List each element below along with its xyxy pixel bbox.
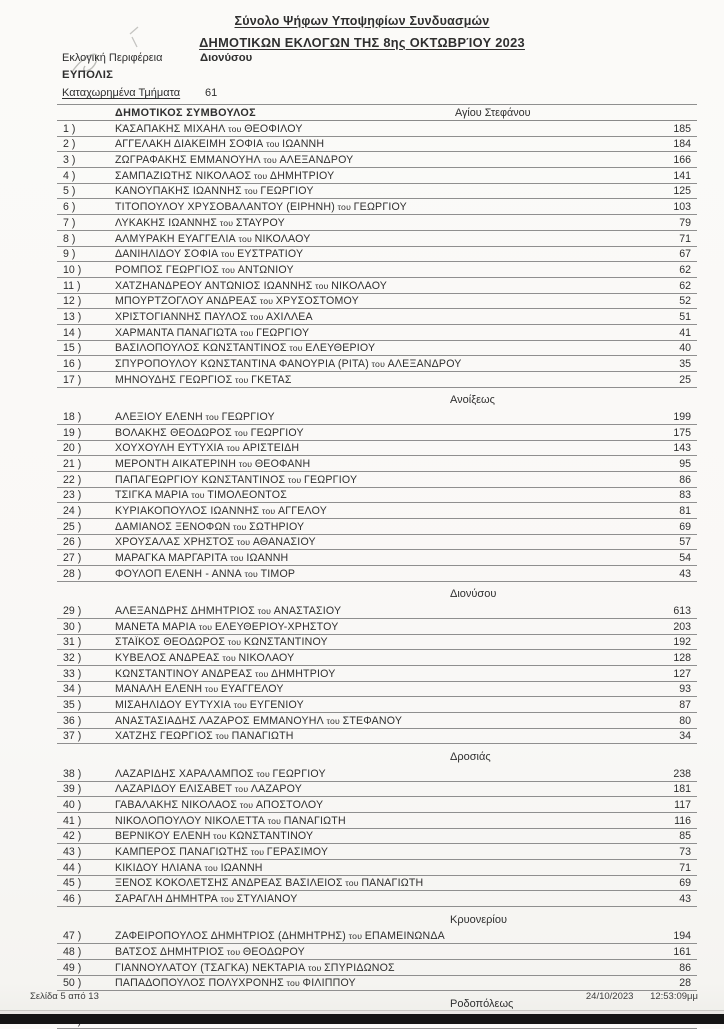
candidate-name: ΖΑΦΕΙΡΟΠΟΥΛΟΣ ΔΗΜΗΤΡΙΟΣ (ΔΗΜΗΤΡΗΣ) του ΕΠΑΜΕΙΝΩΝΔΑ <box>115 930 445 943</box>
table-row <box>57 168 697 184</box>
vote-count: 41 <box>679 326 691 339</box>
candidate-name: ΑΛΜΥΡΑΚΗ ΕΥΑΓΓΕΛΙΑ του ΝΙΚΟΛΑΟΥ <box>115 232 311 245</box>
row-number: 37 ) <box>63 730 82 743</box>
vote-count: 194 <box>673 930 691 943</box>
vote-count: 81 <box>679 505 691 517</box>
candidate-name: ΡΟΜΠΟΣ ΓΕΩΡΓΙΟΣ του ΑΝΤΩΝΙΟΥ <box>115 263 294 276</box>
candidate-name: ΓΙΑΝΝΟΥΛΑΤΟΥ (ΤΣΑΓΚΑ) ΝΕΚΤΑΡΙΑ του ΣΠΥΡΙΔΩΝΟΣ <box>115 961 395 974</box>
table-row <box>57 797 697 813</box>
print-timestamp <box>586 991 698 1002</box>
table-row <box>57 603 697 619</box>
vote-count: 86 <box>679 473 691 486</box>
row-number: 49 ) <box>63 961 82 974</box>
row-number: 14 ) <box>63 326 82 339</box>
vote-count: 85 <box>679 830 691 843</box>
vote-count: 62 <box>679 279 691 292</box>
candidate-name: ΧΑΡΜΑΝΤΑ ΠΑΝΑΓΙΩΤΑ του ΓΕΩΡΓΙΟΥ <box>115 326 310 339</box>
table-row <box>57 782 697 798</box>
row-number: 19 ) <box>63 426 82 439</box>
vote-count: 613 <box>673 604 691 617</box>
table-row <box>57 860 697 876</box>
vote-count: 51 <box>679 310 691 323</box>
row-number: 33 ) <box>63 667 82 680</box>
vote-count: 127 <box>673 667 691 680</box>
vote-count: 184 <box>673 138 691 151</box>
table-row <box>57 152 697 168</box>
vote-count: 199 <box>673 410 691 423</box>
section-header: Δροσιάς <box>450 750 491 763</box>
table-row <box>57 456 697 472</box>
row-number: 34 ) <box>63 683 82 696</box>
row-number: 3 ) <box>63 154 76 167</box>
table-row <box>57 960 697 976</box>
table-row <box>57 247 697 263</box>
table-row <box>57 199 697 215</box>
vote-count: 141 <box>673 169 691 182</box>
table-row <box>57 666 697 682</box>
vote-count: 34 <box>679 730 691 743</box>
page-number: Σελίδα 5 από 13 <box>30 991 99 1002</box>
row-number: 23 ) <box>63 489 82 502</box>
table-row <box>57 341 697 357</box>
row-number: 40 ) <box>63 799 82 811</box>
row-number: 13 ) <box>63 310 82 323</box>
row-number: 2 ) <box>63 138 76 151</box>
table-row <box>57 425 697 441</box>
candidate-name: ΚΥΡΙΑΚΟΠΟΥΛΟΣ ΙΩΑΝΝΗΣ του ΑΓΓΕΛΟΥ <box>115 505 327 517</box>
table-row <box>57 566 697 582</box>
candidate-name: ΚΙΚΙΔΟΥ ΗΛΙΑΝΑ του ΙΩΑΝΝΗ <box>115 861 263 874</box>
table-row <box>57 184 697 200</box>
row-number: 29 ) <box>63 604 82 617</box>
row-number: 12 ) <box>63 295 82 308</box>
candidate-name: ΑΝΑΣΤΑΣΙΑΔΗΣ ΛΑΖΑΡΟΣ ΕΜΜΑΝΟΥΗΛ του ΣΤΕΦΑΝΟΥ <box>115 714 403 727</box>
registered-sections-value: 61 <box>205 87 218 99</box>
section-header: Ανοίξεως <box>450 394 495 407</box>
vote-count: 143 <box>673 442 691 455</box>
vote-count: 62 <box>679 263 691 276</box>
vote-count: 67 <box>679 248 691 261</box>
electoral-district-value: Διονύσου <box>200 52 253 64</box>
vote-count: 116 <box>674 814 691 827</box>
vote-count: 69 <box>679 520 691 533</box>
row-number: 32 ) <box>63 652 82 664</box>
candidate-name: ΒΑΤΣΟΣ ΔΗΜΗΤΡΙΟΣ του ΘΕΟΔΩΡΟΥ <box>115 946 305 958</box>
table-row <box>57 550 697 566</box>
candidate-name: ΑΛΕΞΙΟΥ ΕΛΕΝΗ του ΓΕΩΡΓΙΟΥ <box>115 410 275 423</box>
candidate-name: ΞΕΝΟΣ ΚΟΚΟΛΕΤΣΗΣ ΑΝΔΡΕΑΣ ΒΑΣΙΛΕΙΟΣ του ΠΑΝΑΓΙΩΤΗ <box>115 877 424 890</box>
vote-count: 103 <box>673 201 691 214</box>
row-number: 46 ) <box>63 893 82 906</box>
row-number: 45 ) <box>63 877 82 890</box>
candidate-name: ΜΑΝΕΤΑ ΜΑΡΙΑ του ΕΛΕΥΘΕΡΙΟΥ-ΧΡΗΣΤΟΥ <box>115 620 339 633</box>
candidate-name: ΓΑΒΑΛΑΚΗΣ ΝΙΚΟΛΑΟΣ του ΑΠΟΣΤΟΛΟΥ <box>115 799 324 811</box>
row-number: 31 ) <box>63 636 82 649</box>
vote-count: 71 <box>679 232 691 245</box>
candidate-name: ΔΑΝΙΗΛΙΔΟΥ ΣΟΦΙΑ του ΕΥΣΤΡΑΤΙΟΥ <box>115 248 304 261</box>
vote-count: 117 <box>674 799 691 811</box>
vote-count: 238 <box>673 767 691 780</box>
candidate-name: ΒΕΡΝΙΚΟΥ ΕΛΕΝΗ του ΚΩΝΣΤΑΝΤΙΝΟΥ <box>115 830 314 843</box>
vote-count: 181 <box>673 783 691 796</box>
vote-count: 128 <box>673 652 691 664</box>
table-row <box>57 635 697 651</box>
candidate-name: ΦΟΥΛΟΠ ΕΛΕΝΗ - ΑΝΝΑ του ΤΙΜΟΡ <box>115 567 296 580</box>
table-row <box>57 137 697 153</box>
candidate-name: ΣΑΡΑΓΛΗ ΔΗΜΗΤΡΑ του ΣΤΥΛΙΑΝΟΥ <box>115 893 298 906</box>
row-number: 39 ) <box>63 783 82 796</box>
table-row <box>57 844 697 860</box>
section-header: Ροδοπόλεως <box>450 997 514 1010</box>
vote-count: 175 <box>673 426 691 439</box>
document-title: Σύνολο Ψήφων Υποψηφίων Συνδυασμών <box>234 14 490 28</box>
table-row <box>57 231 697 247</box>
candidate-name: ΠΑΠΑΔΟΠΟΥΛΟΣ ΠΟΛΥΧΡΟΝΗΣ του ΦΙΛΙΠΠΟΥ <box>115 977 356 990</box>
row-number: 5 ) <box>63 185 76 198</box>
table-row <box>57 535 697 551</box>
table-row <box>57 215 697 231</box>
vote-count: 79 <box>679 216 691 229</box>
table-row <box>57 713 697 729</box>
table-header-title: ΔΗΜΟΤΙΚΟΣ ΣΥΜΒΟΥΛΟΣ <box>115 107 256 119</box>
table-row <box>57 876 697 892</box>
candidate-name: ΚΑΣΑΠΑΚΗΣ ΜΙΧΑΗΛ του ΘΕΟΦΙΛΟΥ <box>115 122 303 135</box>
table-row <box>57 682 697 698</box>
vote-count: 203 <box>673 620 691 633</box>
row-number: 24 ) <box>63 505 82 517</box>
candidate-name: ΧΡΙΣΤΟΓΙΑΝΝΗΣ ΠΑΥΛΟΣ του ΑΧΙΛΛΕΑ <box>115 310 313 323</box>
vote-count: 71 <box>679 861 691 874</box>
table-row <box>57 441 697 457</box>
row-number: 9 ) <box>63 248 76 261</box>
row-number: 8 ) <box>63 232 76 245</box>
vote-count: 125 <box>673 185 691 198</box>
vote-count: 95 <box>679 457 691 470</box>
vote-count: 87 <box>679 699 691 712</box>
row-number: 17 ) <box>63 373 82 386</box>
row-number: 42 ) <box>63 830 82 843</box>
party-name: ΕΥΠΟΛΙΣ <box>62 69 114 81</box>
document-header <box>0 14 724 50</box>
row-number: 18 ) <box>63 410 82 423</box>
table-row <box>57 356 697 372</box>
table-row <box>57 519 697 535</box>
results-table <box>57 104 697 1029</box>
row-number: 22 ) <box>63 473 82 486</box>
table-row <box>57 729 697 745</box>
candidate-name: ΚΥΒΕΛΟΣ ΑΝΔΡΕΑΣ του ΝΙΚΟΛΑΟΥ <box>115 652 295 664</box>
vote-count: 80 <box>679 714 691 727</box>
candidate-name: ΚΑΜΠΕΡΟΣ ΠΑΝΑΓΙΩΤΗΣ του ΓΕΡΑΣΙΜΟΥ <box>115 846 329 859</box>
candidate-name: ΜΠΟΥΡΤΖΟΓΛΟΥ ΑΝΔΡΕΑΣ του ΧΡΥΣΟΣΤΟΜΟΥ <box>115 295 359 308</box>
vote-count: 25 <box>679 373 691 386</box>
vote-count: 43 <box>679 893 691 906</box>
scan-bottom-bar <box>0 1014 724 1024</box>
candidate-name: ΚΩΝΣΤΑΝΤΙΝΟΥ ΑΝΔΡΕΑΣ του ΔΗΜΗΤΡΙΟΥ <box>115 667 336 680</box>
candidate-name: ΣΠΥΡΟΠΟΥΛΟΥ ΚΩΝΣΤΑΝΤΙΝΑ ΦΑΝΟΥΡΙΑ (ΡΙΤΑ) του ΑΛΕΞΑΝΔΡΟΥ <box>115 358 462 370</box>
candidate-name: ΣΑΜΠΑΖΙΩΤΗΣ ΝΙΚΟΛΑΟΣ του ΔΗΜΗΤΡΙΟΥ <box>115 169 335 182</box>
row-number: 35 ) <box>63 699 82 712</box>
row-number: 21 ) <box>63 457 82 470</box>
print-time: 12:53:09μμ <box>650 991 698 1002</box>
table-row <box>57 309 697 325</box>
electoral-district-label: Εκλογική Περιφέρεια <box>62 52 163 64</box>
candidate-name: ΧΑΤΖΗΑΝΔΡΕΟΥ ΑΝΤΩΝΙΟΣ ΙΩΑΝΝΗΣ του ΝΙΚΟΛΑΟΥ <box>115 279 388 292</box>
row-number: 4 ) <box>63 169 76 182</box>
row-number: 38 ) <box>63 767 82 780</box>
table-row <box>57 650 697 666</box>
row-number: 20 ) <box>63 442 82 455</box>
candidate-name: ΒΑΣΙΛΟΠΟΥΛΟΣ ΚΩΝΣΤΑΝΤΙΝΟΣ του ΕΛΕΥΘΕΡΙΟΥ <box>115 342 376 355</box>
table-row <box>57 488 697 504</box>
row-number: 25 ) <box>63 520 82 533</box>
table-row <box>57 372 697 388</box>
vote-count: 69 <box>679 877 691 890</box>
registered-sections-label: Καταχωρημένα Τμήματα <box>62 87 181 99</box>
table-row <box>57 121 697 137</box>
row-number: 28 ) <box>63 567 82 580</box>
vote-count: 185 <box>673 122 691 135</box>
row-number: 48 ) <box>63 946 82 958</box>
table-row <box>57 619 697 635</box>
row-number: 50 ) <box>63 977 82 990</box>
candidate-name: ΚΑΝΟΥΠΑΚΗΣ ΙΩΑΝΝΗΣ του ΓΕΩΡΓΙΟΥ <box>115 185 314 198</box>
candidate-name: ΧΟΥΧΟΥΛΗ ΕΥΤΥΧΙΑ του ΑΡΙΣΤΕΙΔΗ <box>115 442 300 455</box>
table-row <box>57 891 697 907</box>
vote-count: 93 <box>679 683 691 696</box>
candidate-name: ΤΙΤΟΠΟΥΛΟΥ ΧΡΥΣΟΒΑΛΑΝΤΟΥ (ΕΙΡΗΝΗ) του ΓΕΩΡΓΙΟΥ <box>115 201 407 214</box>
row-number: 1 ) <box>63 122 76 135</box>
row-number: 26 ) <box>63 536 82 549</box>
row-number: 7 ) <box>63 216 76 229</box>
table-row <box>57 829 697 845</box>
vote-count: 43 <box>679 567 691 580</box>
row-number: 16 ) <box>63 358 82 370</box>
vote-count: 192 <box>673 636 691 649</box>
row-number: 15 ) <box>63 342 82 355</box>
table-row <box>57 503 697 519</box>
candidate-name: ΛΑΖΑΡΙΔΗΣ ΧΑΡΑΛΑΜΠΟΣ του ΓΕΩΡΓΙΟΥ <box>115 767 326 780</box>
vote-count: 28 <box>679 977 691 990</box>
candidate-name: ΜΑΡΑΓΚΑ ΜΑΡΓΑΡΙΤΑ του ΙΩΑΝΝΗ <box>115 552 289 565</box>
candidate-name: ΜΙΣΑΗΛΙΔΟΥ ΕΥΤΥΧΙΑ του ΕΥΓΕΝΙΟΥ <box>115 699 304 712</box>
table-row <box>57 929 697 945</box>
candidate-name: ΔΑΜΙΑΝΟΣ ΞΕΝΟΦΩΝ του ΣΩΤΗΡΙΟΥ <box>115 520 305 533</box>
table-row <box>57 409 697 425</box>
table-row <box>57 278 697 294</box>
candidate-name: ΣΤΑΪΚΟΣ ΘΕΟΔΩΡΟΣ του ΚΩΝΣΤΑΝΤΙΝΟΥ <box>115 636 328 649</box>
candidate-name: ΠΑΠΑΓΕΩΡΓΙΟΥ ΚΩΝΣΤΑΝΤΙΝΟΣ του ΓΕΩΡΓΙΟΥ <box>115 473 358 486</box>
table-row <box>57 944 697 960</box>
row-number: 41 ) <box>63 814 82 827</box>
row-number: 11 ) <box>63 279 81 292</box>
section-header: Αγίου Στεφάνου <box>455 107 531 119</box>
row-number: 27 ) <box>63 552 82 565</box>
table-row <box>57 325 697 341</box>
row-number: 47 ) <box>63 930 82 943</box>
candidate-name: ΧΡΟΥΣΑΛΑΣ ΧΡΗΣΤΟΣ του ΑΘΑΝΑΣΙΟΥ <box>115 536 316 549</box>
vote-count: 52 <box>679 295 691 308</box>
vote-count: 166 <box>673 154 691 167</box>
table-row <box>57 262 697 278</box>
candidate-name: ΜΗΝΟΥΔΗΣ ΓΕΩΡΓΙΟΣ του ΓΚΕΤΑΣ <box>115 373 292 386</box>
vote-count: 73 <box>679 846 691 859</box>
candidate-name: ΖΩΓΡΑΦΑΚΗΣ ΕΜΜΑΝΟΥΗΛ του ΑΛΕΞΑΝΔΡΟΥ <box>115 154 354 167</box>
table-header-row <box>57 104 697 121</box>
table-row <box>57 472 697 488</box>
table-row <box>57 766 697 782</box>
vote-count: 57 <box>679 536 691 549</box>
table-row <box>57 697 697 713</box>
row-number: 10 ) <box>63 263 82 276</box>
vote-count: 54 <box>679 552 691 565</box>
candidate-name: ΝΙΚΟΛΟΠΟΥΛΟΥ ΝΙΚΟΛΕΤΤΑ του ΠΑΝΑΓΙΩΤΗ <box>115 814 346 827</box>
vote-count: 83 <box>679 489 691 502</box>
vote-count: 161 <box>673 946 691 958</box>
row-number: 36 ) <box>63 714 82 727</box>
vote-count: 40 <box>679 342 691 355</box>
section-header: Κρυονερίου <box>450 913 507 926</box>
candidate-name: ΛΑΖΑΡΙΔΟΥ ΕΛΙΣΑΒΕΤ του ΛΑΖΑΡΟΥ <box>115 783 303 796</box>
row-number: 43 ) <box>63 846 82 859</box>
candidate-name: ΜΕΡΟΝΤΗ ΑΙΚΑΤΕΡΙΝΗ του ΘΕΟΦΑΝΗ <box>115 457 311 470</box>
vote-count: 86 <box>679 961 691 974</box>
candidate-name: ΧΑΤΖΗΣ ΓΕΩΡΓΙΟΣ του ΠΑΝΑΓΙΩΤΗ <box>115 730 294 743</box>
table-row <box>57 294 697 310</box>
section-header: Διονύσου <box>450 588 497 601</box>
vote-count: 35 <box>679 358 691 370</box>
row-number: 30 ) <box>63 620 82 633</box>
table-row <box>57 976 697 992</box>
print-date: 24/10/2023 <box>585 991 634 1002</box>
candidate-name: ΒΟΛΑΚΗΣ ΘΕΟΔΩΡΟΣ του ΓΕΩΡΓΙΟΥ <box>115 426 304 439</box>
candidate-name: ΜΑΝΑΛΗ ΕΛΕΝΗ του ΕΥΑΓΓΕΛΟΥ <box>115 683 284 696</box>
table-row <box>57 813 697 829</box>
document-subtitle: ΔΗΜΟΤΙΚΩΝ ΕΚΛΟΓΩΝ ΤΗΣ 8ης ΟΚΤΩΒΡΊΟΥ 2023 <box>199 35 525 50</box>
row-number: 44 ) <box>63 861 82 874</box>
candidate-name: ΤΣΙΓΚΑ ΜΑΡΙΑ του ΤΙΜΟΛΕΟΝΤΟΣ <box>115 489 287 502</box>
row-number: 6 ) <box>63 201 76 214</box>
candidate-name: ΑΛΕΞΑΝΔΡΗΣ ΔΗΜΗΤΡΙΟΣ του ΑΝΑΣΤΑΣΙΟΥ <box>115 604 342 617</box>
candidate-name: ΑΓΓΕΛΑΚΗ ΔΙΑΚΕΙΜΗ ΣΟΦΙΑ του ΙΩΑΝΝΗ <box>115 138 325 151</box>
candidate-name: ΛΥΚΑΚΗΣ ΙΩΑΝΝΗΣ του ΣΤΑΥΡΟΥ <box>115 216 285 229</box>
